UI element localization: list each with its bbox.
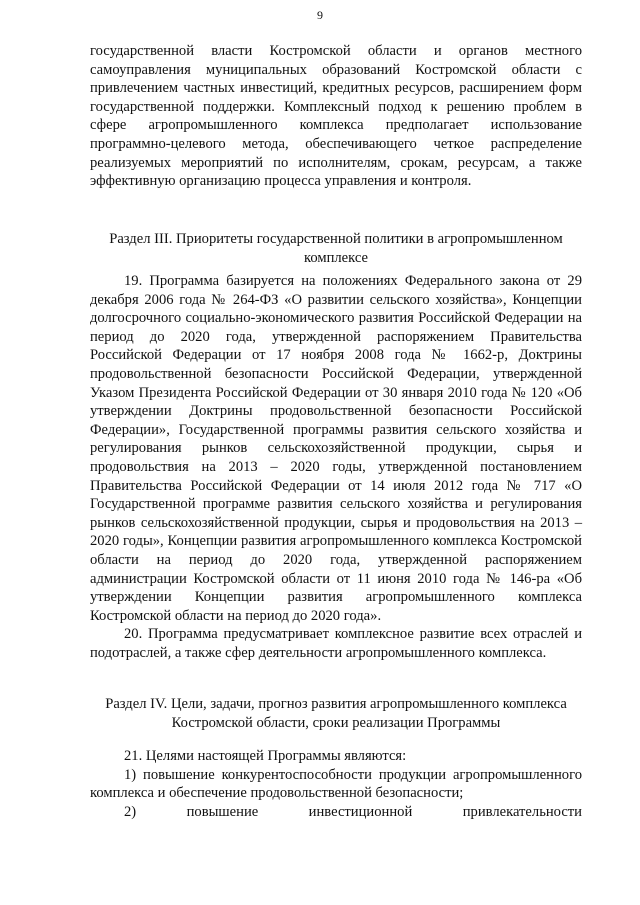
section-4-body: [90, 747, 582, 821]
intro-paragraph: государственной власти Костромской области и органов местного самоуправления муниципальных образований Костромской области с привлечением частных инвестиций, кредитных ресурсов, расширением форм государственной поддержки. Комплексный подход к решению проблем в сфере агропромышленного комплекса предполагает использование программно-целевого метода, обеспечивающего четкое распределение реализуемых мероприятий по исполнителям, срокам, ресурсам, а также эффективную организацию процесса управления и контроля.: [90, 43, 582, 190]
section-3-body: [90, 272, 582, 662]
paragraph-20: 20. Программа предусматривает комплексное развитие всех отраслей и подотраслей, а также сфер деятельности агропромышленного комплекса.: [90, 626, 582, 661]
page-number: 9: [317, 8, 323, 22]
list-item-2: 2) повышение инвестиционной привлекательности: [124, 803, 582, 820]
paragraph-21: 21. Целями настоящей Программы являются:: [124, 748, 407, 764]
section-4-heading: Раздел IV. Цели, задачи, прогноз развития агропромышленного комплекса Костромской области, сроки реализации Программы: [105, 696, 567, 731]
list-item-1: 1) повышение конкурентоспособности продукции агропромышленного комплекса и обеспечение продовольственной безопасности;: [90, 766, 582, 802]
section-4-heading-block: [90, 695, 582, 732]
section-3-heading-block: [90, 230, 582, 267]
section-3-heading: Раздел III. Приоритеты государственной политики в агропромышленном комплексе: [109, 231, 563, 266]
paragraph-19: 19. Программа базируется на положениях Федерального закона от 29 декабря 2006 года № 264-ФЗ «О развитии сельского хозяйства», Концепции долгосрочного социально-экономического развития Российской Федерации на период до 2020 года, утвержденной распоряжением Правительства Российской Федерации от 17 ноября 2008 года № 1662-р, Доктрины продовольственной безопасности Российской Федерации, утвержденной Указом Президента Российской Федерации от 30 января 2010 года № 120 «Об утверждении Доктрины продовольственной безопасности Российской Федерации», Государственной программы развития сельского хозяйства и регулирования рынков сельскохозяйственной продукции, сырья и продовольствия на 2013 – 2020 годы, утвержденной постановлением Правительства Российской Федерации от 14 июля 2012 года № 717 «О Государственной программе развития сельского хозяйства и регулирования рынков сельскохозяйственной продукции, сырья и продовольствия на 2013 – 2020 годы», Концепции развития агропромышленного комплекса Костромской области на период до 2020 года, утвержденной распоряжением администрации Костромской области от 11 июня 2010 года № 146-ра «Об утверждении Концепции развития агропромышленного комплекса Костромской области на период до 2020 года».: [90, 273, 582, 624]
intro-paragraph-block: [90, 42, 582, 191]
